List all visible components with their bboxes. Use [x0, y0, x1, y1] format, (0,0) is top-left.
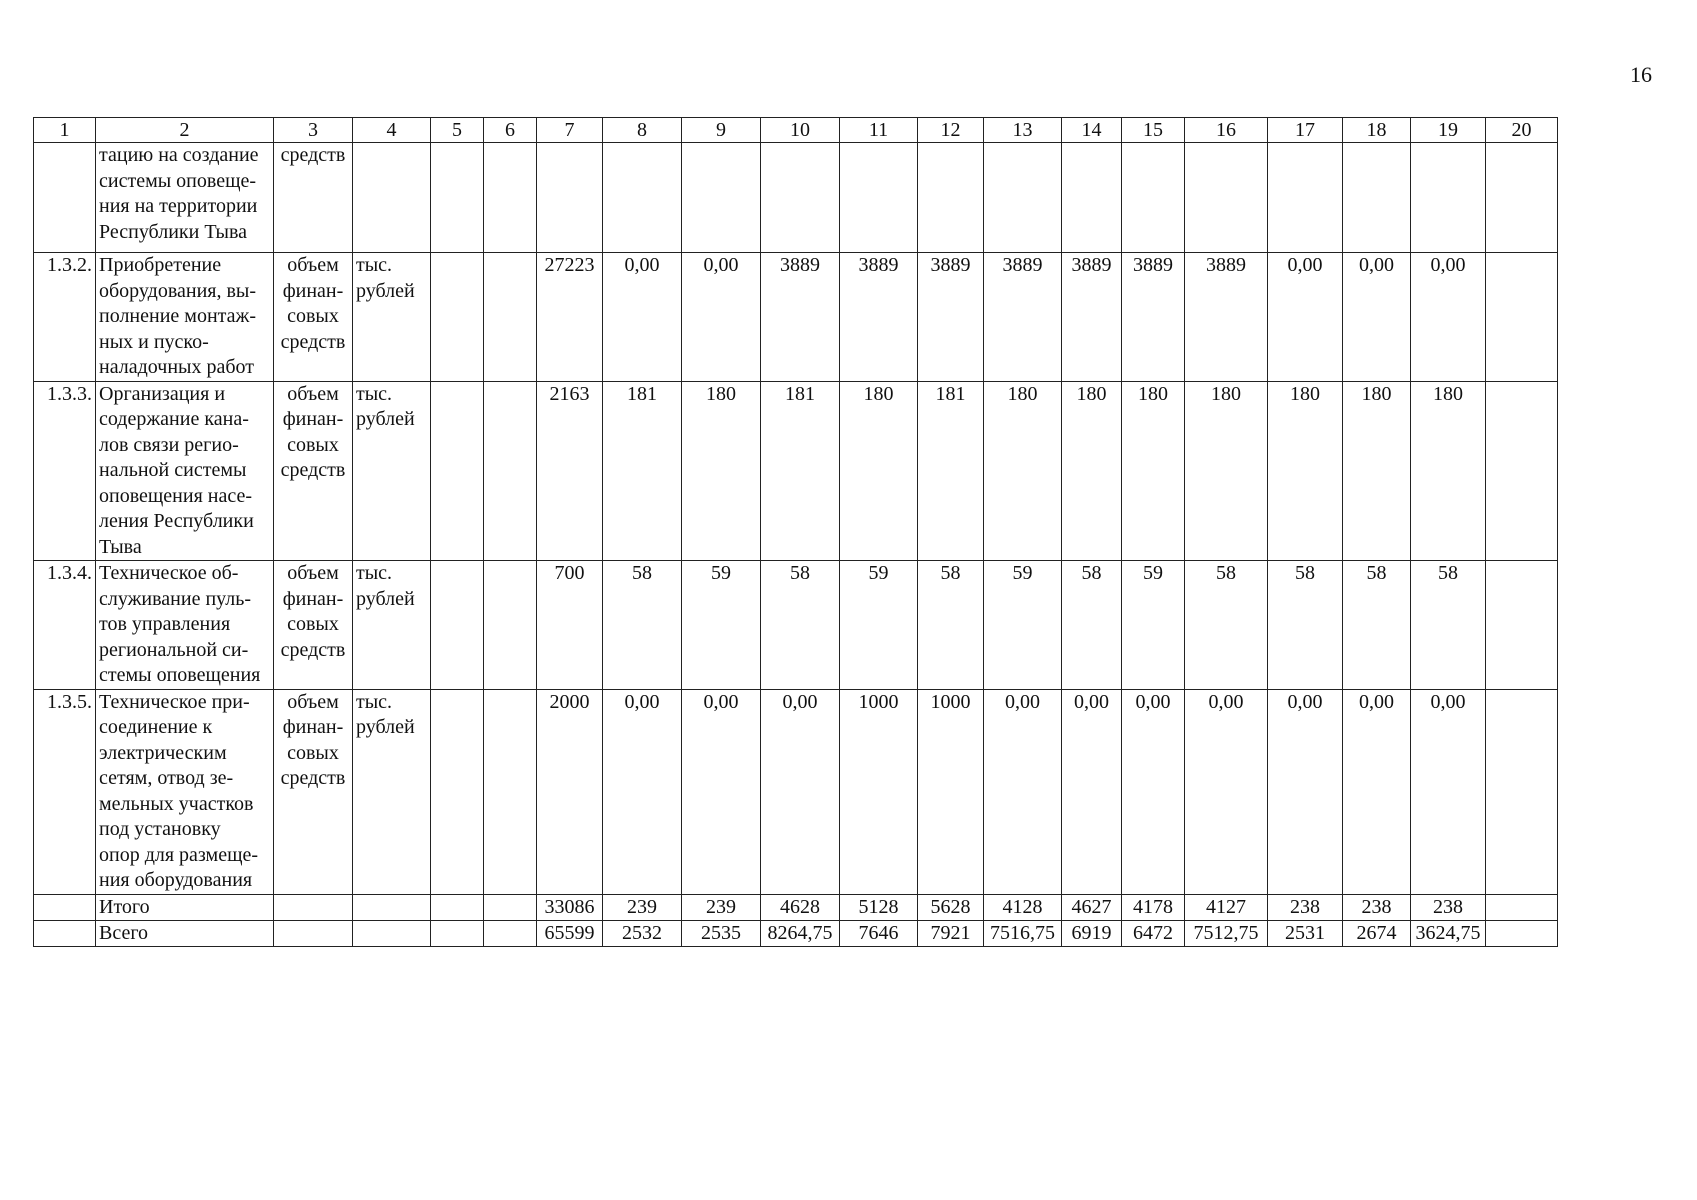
cell-line: опор для размеще- [99, 843, 259, 866]
value-cell: 180 [1185, 381, 1268, 561]
value-cell: 0,00 [1062, 689, 1122, 894]
value-cell: 238 [1268, 894, 1343, 920]
column-number: 19 [1411, 118, 1486, 143]
cell-line: оповещения насе- [99, 484, 253, 507]
cell-line: тацию на создание [99, 144, 259, 166]
cell-line: тыс. [356, 382, 393, 405]
column-number: 15 [1122, 118, 1185, 143]
cell-line: рублей [356, 279, 415, 302]
column-number: 10 [761, 118, 840, 143]
value-cell: 180 [1122, 381, 1185, 561]
empty-cell [1486, 920, 1558, 946]
value-cell: 238 [1411, 894, 1486, 920]
value-cell: 58 [761, 561, 840, 690]
unit [353, 689, 431, 894]
cell-line: ления Республики [99, 510, 254, 532]
empty-cell [353, 894, 431, 920]
cell-line: тыс. [356, 562, 393, 584]
cell-line: тыс. [356, 254, 393, 276]
empty-cell [431, 689, 484, 894]
value-cell: 0,00 [1185, 689, 1268, 894]
empty-cell [1486, 689, 1558, 894]
cell-line: рублей [356, 408, 415, 430]
empty-cell [353, 143, 431, 253]
cell-line: финан- [282, 408, 344, 430]
table-row [34, 143, 1558, 253]
empty-cell [1268, 143, 1343, 253]
cell-line: финан- [282, 716, 344, 738]
value-cell: 3889 [1122, 253, 1185, 382]
empty-cell [1185, 143, 1268, 253]
cell-line: совых [287, 433, 339, 456]
value-cell: 59 [682, 561, 761, 690]
empty-cell [274, 920, 353, 946]
cell-line: средств [280, 144, 346, 166]
cell-line: наладочных работ [99, 356, 254, 378]
value-cell: 2674 [1343, 920, 1411, 946]
value-cell: 0,00 [1343, 253, 1411, 382]
cell-line: совых [287, 613, 339, 635]
value-cell: 0,00 [1343, 689, 1411, 894]
empty-cell [431, 894, 484, 920]
activity-name [96, 689, 274, 894]
total-row [34, 894, 1558, 920]
value-cell: 58 [1062, 561, 1122, 690]
column-number: 2 [96, 118, 274, 143]
value-cell: 7516,75 [984, 920, 1062, 946]
empty-cell [1122, 143, 1185, 253]
value-cell: 239 [682, 894, 761, 920]
value-cell: 0,00 [682, 689, 761, 894]
activity-name [96, 253, 274, 382]
column-number: 5 [431, 118, 484, 143]
cell-line: сетям, отвод зе- [99, 767, 234, 789]
empty-cell [34, 894, 96, 920]
indicator [274, 689, 353, 894]
column-number: 14 [1062, 118, 1122, 143]
value-cell: 33086 [537, 894, 603, 920]
empty-cell [1486, 561, 1558, 690]
cell-line: полнение монтаж- [99, 305, 256, 327]
total-label: Итого [96, 894, 274, 920]
indicator [274, 143, 353, 253]
cell-line: средств [280, 330, 346, 353]
cell-line: Организация и [99, 382, 226, 405]
cell-line: объем [287, 254, 339, 276]
empty-cell [431, 381, 484, 561]
cell-line: соединение к [99, 716, 213, 738]
value-cell: 58 [603, 561, 682, 690]
value-cell: 6472 [1122, 920, 1185, 946]
empty-cell [1343, 143, 1411, 253]
activity-name [96, 381, 274, 561]
cell-line: объем [287, 690, 339, 713]
empty-cell [431, 253, 484, 382]
value-cell: 180 [840, 381, 918, 561]
value-cell: 0,00 [1122, 689, 1185, 894]
empty-cell [34, 920, 96, 946]
value-cell: 7512,75 [1185, 920, 1268, 946]
column-number: 12 [918, 118, 984, 143]
empty-cell [484, 253, 537, 382]
empty-cell [1486, 894, 1558, 920]
cell-line: совых [287, 741, 339, 764]
value-cell: 180 [984, 381, 1062, 561]
empty-cell [274, 894, 353, 920]
value-cell: 4178 [1122, 894, 1185, 920]
value-cell: 4627 [1062, 894, 1122, 920]
column-number: 4 [353, 118, 431, 143]
value-cell: 2532 [603, 920, 682, 946]
value-cell: 238 [1343, 894, 1411, 920]
cell-line: стемы оповещения [99, 664, 261, 686]
value-cell: 181 [603, 381, 682, 561]
empty-cell [484, 689, 537, 894]
empty-cell [431, 143, 484, 253]
column-number: 8 [603, 118, 682, 143]
value-cell: 4628 [761, 894, 840, 920]
value-cell: 0,00 [1411, 689, 1486, 894]
column-number: 16 [1185, 118, 1268, 143]
cell-line: средств [280, 459, 346, 481]
value-cell: 58 [1185, 561, 1268, 690]
value-cell: 3889 [918, 253, 984, 382]
empty-cell [484, 920, 537, 946]
row-code: 1.3.2. [34, 253, 96, 382]
cell-line: системы оповеще- [99, 169, 257, 192]
cell-line: объем [287, 382, 339, 405]
value-cell: 2535 [682, 920, 761, 946]
value-cell: 0,00 [603, 689, 682, 894]
empty-cell [353, 920, 431, 946]
table-row [34, 381, 1558, 561]
column-number: 3 [274, 118, 353, 143]
cell-line: Тыва [99, 535, 142, 558]
value-cell: 4127 [1185, 894, 1268, 920]
value-cell: 5128 [840, 894, 918, 920]
value-cell: 3889 [1185, 253, 1268, 382]
empty-cell [484, 381, 537, 561]
value-cell: 239 [603, 894, 682, 920]
cell-line: оборудования, вы- [99, 279, 257, 302]
cell-line: Техническое об- [99, 562, 239, 584]
cell-line: региональной си- [99, 638, 249, 661]
cell-line: Техническое при- [99, 690, 250, 713]
empty-cell [761, 143, 840, 253]
indicator [274, 253, 353, 382]
column-number: 20 [1486, 118, 1558, 143]
table-row [34, 253, 1558, 382]
empty-cell [484, 894, 537, 920]
total-row [34, 920, 1558, 946]
cell-line: Республики Тыва [99, 220, 248, 243]
total-label: Всего [96, 920, 274, 946]
value-cell: 180 [682, 381, 761, 561]
value-cell: 6919 [1062, 920, 1122, 946]
value-cell: 181 [918, 381, 984, 561]
value-cell: 5628 [918, 894, 984, 920]
value-cell: 7646 [840, 920, 918, 946]
cell-line: финан- [282, 587, 344, 610]
value-cell: 0,00 [761, 689, 840, 894]
unit [353, 561, 431, 690]
cell-line: ния оборудования [99, 869, 253, 891]
value-cell: 1000 [918, 689, 984, 894]
value-cell: 0,00 [1268, 253, 1343, 382]
cell-line: ных и пуско- [99, 330, 209, 353]
cell-line: под установку [99, 818, 221, 840]
column-number: 7 [537, 118, 603, 143]
cell-line: тыс. [356, 690, 393, 713]
cell-line: средств [280, 767, 346, 789]
value-cell: 58 [1343, 561, 1411, 690]
value-cell: 3889 [840, 253, 918, 382]
page-number: 16 [1630, 62, 1652, 87]
empty-cell [984, 143, 1062, 253]
value-cell: 3624,75 [1411, 920, 1486, 946]
indicator [274, 381, 353, 561]
empty-cell [1486, 381, 1558, 561]
value-cell: 65599 [537, 920, 603, 946]
value-cell: 180 [1411, 381, 1486, 561]
empty-cell [840, 143, 918, 253]
value-cell: 0,00 [984, 689, 1062, 894]
value-cell: 8264,75 [761, 920, 840, 946]
cell-line: рублей [356, 587, 415, 610]
value-cell: 0,00 [1268, 689, 1343, 894]
cell-line: рублей [356, 716, 415, 738]
unit [353, 253, 431, 382]
cell-line: служивание пуль- [99, 587, 252, 610]
activity-name [96, 561, 274, 690]
empty-cell [603, 143, 682, 253]
value-cell: 180 [1343, 381, 1411, 561]
cell-line: мельных участков [99, 792, 254, 815]
table-row [34, 689, 1558, 894]
value-cell: 180 [1268, 381, 1343, 561]
column-number-row [34, 118, 1558, 143]
empty-cell [918, 143, 984, 253]
column-number: 1 [34, 118, 96, 143]
empty-cell [1486, 143, 1558, 253]
indicator [274, 561, 353, 690]
row-code: 1.3.4. [34, 561, 96, 690]
value-cell: 3889 [984, 253, 1062, 382]
value-cell: 58 [1268, 561, 1343, 690]
value-cell: 58 [1411, 561, 1486, 690]
value-cell: 7921 [918, 920, 984, 946]
cell-line: содержание кана- [99, 408, 249, 430]
value-cell: 0,00 [603, 253, 682, 382]
empty-cell [484, 143, 537, 253]
program-table [33, 117, 1558, 947]
cell-line: финан- [282, 279, 344, 302]
empty-cell [34, 143, 96, 253]
value-cell: 59 [840, 561, 918, 690]
value-cell: 0,00 [1411, 253, 1486, 382]
value-cell: 3889 [761, 253, 840, 382]
value-cell: 181 [761, 381, 840, 561]
table-row [34, 561, 1558, 690]
value-cell: 700 [537, 561, 603, 690]
cell-line: электрическим [99, 741, 227, 764]
empty-cell [682, 143, 761, 253]
row-code: 1.3.3. [34, 381, 96, 561]
empty-cell [1062, 143, 1122, 253]
value-cell: 2000 [537, 689, 603, 894]
row-code: 1.3.5. [34, 689, 96, 894]
value-cell: 2531 [1268, 920, 1343, 946]
value-cell: 4128 [984, 894, 1062, 920]
empty-cell [431, 561, 484, 690]
empty-cell [1486, 253, 1558, 382]
value-cell: 59 [1122, 561, 1185, 690]
cell-line: Приобретение [99, 254, 222, 276]
value-cell: 59 [984, 561, 1062, 690]
unit [353, 381, 431, 561]
cell-line: средств [280, 638, 346, 661]
value-cell: 3889 [1062, 253, 1122, 382]
value-cell: 1000 [840, 689, 918, 894]
empty-cell [537, 143, 603, 253]
value-cell: 58 [918, 561, 984, 690]
cell-line: тов управления [99, 613, 231, 635]
column-number: 13 [984, 118, 1062, 143]
value-cell: 27223 [537, 253, 603, 382]
cell-line: объем [287, 562, 339, 584]
cell-line: лов связи регио- [99, 433, 239, 456]
column-number: 6 [484, 118, 537, 143]
cell-line: совых [287, 305, 339, 327]
cell-line: ния на территории [99, 195, 258, 217]
value-cell: 180 [1062, 381, 1122, 561]
value-cell: 0,00 [682, 253, 761, 382]
column-number: 18 [1343, 118, 1411, 143]
empty-cell [484, 561, 537, 690]
empty-cell [431, 920, 484, 946]
empty-cell [1411, 143, 1486, 253]
activity-name [96, 143, 274, 253]
column-number: 9 [682, 118, 761, 143]
column-number: 11 [840, 118, 918, 143]
value-cell: 2163 [537, 381, 603, 561]
column-number: 17 [1268, 118, 1343, 143]
cell-line: нальной системы [99, 459, 247, 481]
